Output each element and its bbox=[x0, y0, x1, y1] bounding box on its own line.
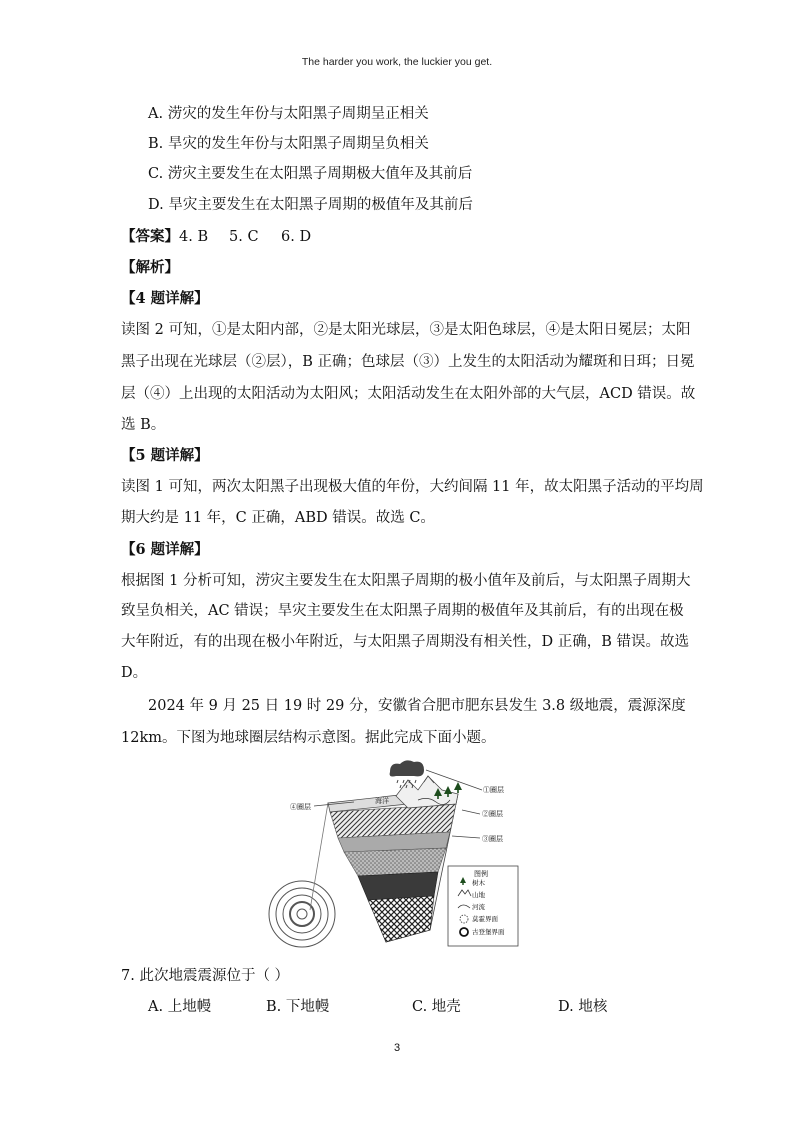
earth-layers-figure bbox=[268, 756, 528, 954]
legend-title: 图例 bbox=[474, 870, 488, 878]
q6-line: 大年附近，有的出现在极小年附近，与太阳黑子周期没有相关性，D 正确，B 错误。故选 bbox=[121, 634, 689, 650]
earth-layers-diagram bbox=[268, 756, 528, 954]
option-c: C. 涝灾主要发生在太阳黑子周期极大值年及其前后 bbox=[148, 166, 473, 182]
layer-wedge bbox=[328, 794, 458, 942]
legend-item-river: 河流 bbox=[472, 903, 485, 911]
q7-option-b: B. 下地幔 bbox=[266, 999, 330, 1015]
layer3-label: ③圈层 bbox=[482, 835, 503, 843]
q5-title: 【5 题详解】 bbox=[121, 447, 209, 464]
intro-line: 2024 年 9 月 25 日 19 时 29 分，安徽省合肥市肥东县发生 3.8 级地震，震源深度 bbox=[148, 698, 686, 714]
q6-line: 致呈负相关，AC 错误；旱灾主要发生在太阳黑子周期的极值年及其前后，有的出现在极 bbox=[121, 603, 684, 619]
page-number: 3 bbox=[393, 1042, 401, 1054]
legend bbox=[448, 866, 518, 946]
option-b: B. 旱灾的发生年份与太阳黑子周期呈负相关 bbox=[148, 136, 429, 152]
q4-title: 【4 题详解】 bbox=[121, 290, 209, 307]
q6-line: D。 bbox=[121, 665, 148, 681]
q7-option-c: C. 地壳 bbox=[412, 999, 461, 1015]
q5-line: 期大约是 11 年，C 正确，ABD 错误。故选 C。 bbox=[121, 510, 435, 526]
q6-title: 【6 题详解】 bbox=[121, 541, 209, 558]
q5-line: 读图 1 可知，两次太阳黑子出现极大值的年份，大约间隔 11 年，故太阳黑子活动的平均周 bbox=[121, 479, 704, 495]
q7-stem: 7. 此次地震震源位于（ ） bbox=[121, 968, 290, 984]
q7-option-a: A. 上地幔 bbox=[148, 999, 212, 1015]
earth-circles bbox=[269, 881, 335, 947]
answer-item: 4. B bbox=[179, 229, 209, 245]
answer-item: 6. D bbox=[281, 229, 312, 245]
intro-line: 12km。下图为地球圈层结构示意图。据此完成下面小题。 bbox=[121, 730, 496, 746]
q4-line: 选 B。 bbox=[121, 417, 166, 433]
layer2-label: ②圈层 bbox=[482, 810, 503, 818]
q7-option-d: D. 地核 bbox=[558, 999, 608, 1015]
layer4-label: ④圈层 bbox=[290, 803, 311, 811]
legend-item-gutenberg: 古登堡界面 bbox=[472, 928, 505, 936]
ocean-label: 海洋 bbox=[375, 797, 389, 805]
option-d: D. 旱灾主要发生在太阳黑子周期的极值年及其前后 bbox=[148, 197, 473, 213]
q4-line: 读图 2 可知，①是太阳内部，②是太阳光球层，③是太阳色球层，④是太阳日冕层；太阳 bbox=[121, 322, 691, 338]
q6-line: 根据图 1 分析可知，涝灾主要发生在太阳黑子周期的极小值年及前后，与太阳黑子周期大 bbox=[121, 573, 691, 589]
analysis-label: 【解析】 bbox=[121, 259, 179, 276]
answer-label: 【答案】 bbox=[121, 228, 179, 245]
q4-line: 层（④）上出现的太阳活动为太阳风；太阳活动发生在太阳外部的大气层，ACD 错误。故 bbox=[121, 386, 696, 402]
answer-item: 5. C bbox=[229, 229, 259, 245]
layer1-label: ①圈层 bbox=[483, 786, 504, 794]
legend-item-moho: 莫霍界面 bbox=[472, 915, 498, 923]
option-a: A. 涝灾的发生年份与太阳黑子周期呈正相关 bbox=[148, 106, 429, 122]
legend-item-tree: 树木 bbox=[472, 879, 485, 887]
q7-options bbox=[0, 997, 794, 1019]
q4-line: 黑子出现在光球层（②层），B 正确；色球层（③）上发生的太阳活动为耀斑和日珥；日冕 bbox=[121, 354, 695, 370]
answer-line bbox=[121, 227, 311, 247]
header-motto: The harder you work, the luckier you get. bbox=[301, 56, 493, 68]
legend-item-mountain: 山地 bbox=[472, 891, 485, 899]
